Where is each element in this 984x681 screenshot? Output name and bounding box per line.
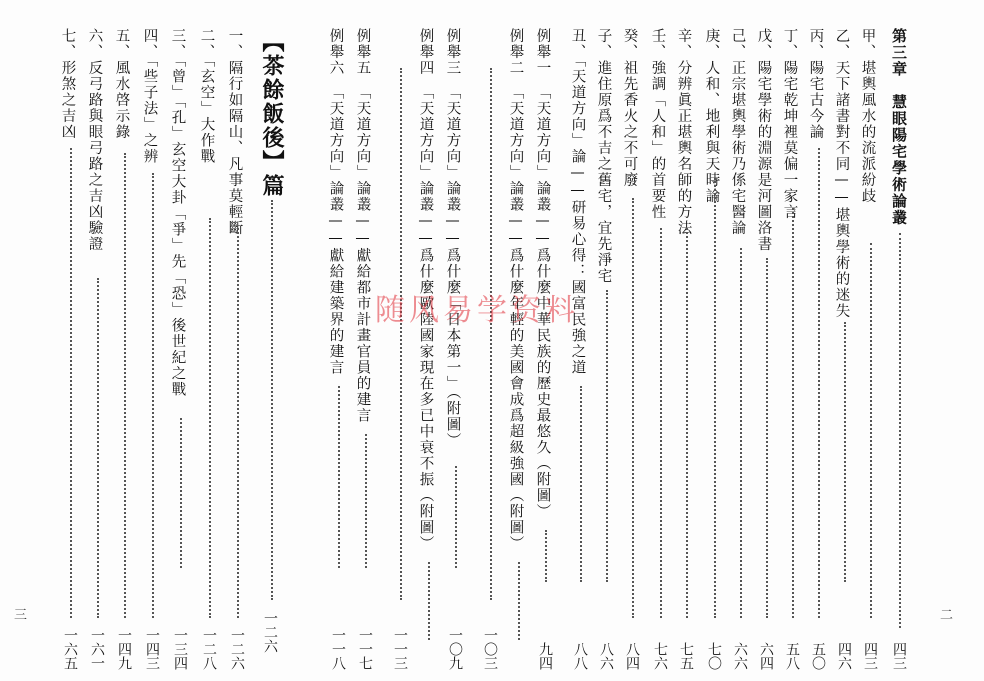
toc-entry bbox=[355, 28, 377, 670]
leader-dots bbox=[686, 228, 688, 618]
toc-entry bbox=[87, 28, 109, 670]
toc-entry-page: 一三四 bbox=[172, 628, 188, 670]
toc-entry-title: 例舉三 「天道方向」論叢——爲什麼「日本第一」（附圖） bbox=[444, 28, 461, 449]
toc-entry bbox=[418, 28, 440, 670]
toc-entry-title: 一、隔行如隔山、凡事莫輕斷 bbox=[226, 28, 243, 236]
leader-dots bbox=[152, 173, 154, 618]
leader-dots bbox=[124, 153, 126, 618]
leader-dots bbox=[518, 562, 520, 640]
leader-dots bbox=[180, 418, 182, 568]
toc-entry-page: 一二八 bbox=[201, 628, 217, 670]
section-page: 一二六 bbox=[262, 611, 278, 653]
toc-entry bbox=[704, 28, 726, 670]
leader-dots bbox=[70, 148, 72, 618]
toc-entry-page: 一一七 bbox=[357, 628, 373, 670]
toc-entry-title: 四、「些子法」之辨 bbox=[141, 28, 158, 165]
leader-dots bbox=[428, 562, 430, 640]
toc-entry bbox=[508, 28, 530, 670]
toc-entry-page: 九四 bbox=[537, 642, 553, 670]
toc-entry bbox=[860, 28, 882, 670]
toc-entry-page: 六四 bbox=[758, 642, 774, 670]
chapter-page: 四三 bbox=[891, 642, 907, 670]
toc-entry bbox=[570, 28, 592, 670]
toc-entry-title: 例舉五 「天道方向」論叢——獻給都市計畫官員的建言 bbox=[354, 28, 371, 424]
leader-dots bbox=[580, 386, 582, 582]
toc-entry-page: 五〇 bbox=[810, 642, 826, 670]
toc-entry-title: 甲、堪輿風水的流派紛歧 bbox=[859, 28, 876, 204]
toc-entry-title: 己、正宗堪輿學術乃係宅醫論 bbox=[729, 28, 746, 236]
leader-dots bbox=[490, 68, 492, 600]
toc-entry bbox=[834, 28, 856, 670]
watermark: 随风易学资料 bbox=[375, 293, 579, 328]
leader-dots bbox=[899, 233, 901, 628]
leader-dots bbox=[237, 228, 239, 618]
toc-entry bbox=[676, 28, 698, 670]
toc-entry-page: 四三 bbox=[862, 642, 878, 670]
leader-dots bbox=[400, 68, 402, 600]
toc-entry bbox=[730, 28, 752, 670]
toc-entry-page: 一〇九 bbox=[447, 628, 463, 670]
toc-entry-title: 癸、祖先香火之不可廢 bbox=[621, 28, 638, 188]
leader-dots bbox=[870, 243, 872, 618]
toc-entry-title: 例舉一 「天道方向」論叢——爲什麼中華民族的歷史最悠久（附圖） bbox=[534, 28, 551, 520]
leader-dots bbox=[545, 530, 547, 582]
toc-entry-page: 一一八 bbox=[330, 628, 346, 670]
leader-dots bbox=[209, 218, 211, 618]
toc-entry-title: 壬、強調「人和」的首要性 bbox=[649, 28, 666, 220]
toc-entry bbox=[480, 28, 502, 670]
toc-entry-page: 八八 bbox=[572, 642, 588, 670]
chapter-heading bbox=[888, 28, 912, 670]
toc-entry-title: 七、形煞之吉凶 bbox=[59, 28, 76, 140]
toc-entry-page: 六六 bbox=[732, 642, 748, 670]
toc-entry-title: 例舉四 「天道方向」論叢——爲什麼歐陸國家現在多已中衰不振（附圖） bbox=[417, 28, 434, 552]
leader-dots bbox=[455, 466, 457, 568]
toc-entry-page: 一一三 bbox=[392, 628, 408, 670]
toc-entry-page: 一〇三 bbox=[482, 628, 498, 670]
toc-entry-title: 丙、陽宅古今論 bbox=[807, 28, 824, 140]
toc-entry bbox=[60, 28, 82, 670]
leader-dots bbox=[606, 290, 608, 582]
toc-entry bbox=[199, 28, 221, 670]
toc-entry-title: 六、反弓路與眼弓路之吉凶驗證 bbox=[86, 28, 103, 252]
toc-entry-page: 一四三 bbox=[144, 628, 160, 670]
leader-dots bbox=[766, 258, 768, 618]
toc-entry-title: 五、風水啓示錄 bbox=[113, 28, 130, 140]
toc-entry-title: 戊、陽宅學術的淵源是河圖洛書 bbox=[755, 28, 772, 252]
toc-entry bbox=[390, 28, 412, 670]
toc-entry-title: 丁、陽宅乾坤裡莫偏一家言 bbox=[781, 28, 798, 220]
toc-entry bbox=[445, 28, 467, 670]
toc-entry-page: 一六五 bbox=[62, 628, 78, 670]
toc-entry-page: 四六 bbox=[836, 642, 852, 670]
leader-dots bbox=[632, 198, 634, 618]
toc-entry bbox=[170, 28, 192, 670]
toc-entry bbox=[227, 28, 249, 670]
toc-entry bbox=[114, 28, 136, 670]
toc-entry-page: 七〇 bbox=[706, 642, 722, 670]
toc-entry-page: 七六 bbox=[652, 642, 668, 670]
toc-entry bbox=[782, 28, 804, 670]
toc-entry-title: 例舉二 「天道方向」論叢——爲什麼年輕的美國會成爲超級強國（附圖） bbox=[507, 28, 524, 552]
leader-dots bbox=[365, 434, 367, 568]
toc-entry bbox=[142, 28, 164, 670]
toc-entry bbox=[596, 28, 618, 670]
toc-entry bbox=[756, 28, 778, 670]
toc-entry bbox=[808, 28, 830, 670]
leader-dots bbox=[844, 322, 846, 582]
toc-entry-page: 七五 bbox=[678, 642, 694, 670]
section-title: 【茶餘飯後】篇 bbox=[259, 30, 284, 198]
toc-entry-page: 一六一 bbox=[89, 628, 105, 670]
leader-dots bbox=[714, 178, 716, 618]
leader-dots bbox=[338, 386, 340, 568]
toc-entry-title: 辛、分辨眞正堪輿名師的方法 bbox=[675, 28, 692, 236]
toc-entry-title: 丑、「天道方向」論——研易心得：國富民強之道 bbox=[569, 28, 586, 376]
chapter-label: 第三章 bbox=[890, 28, 908, 78]
page-number-right: 二 bbox=[940, 608, 954, 623]
toc-entry bbox=[650, 28, 672, 670]
toc-entry-title: 例舉六 「天道方向」論叢——獻給建築界的建言 bbox=[327, 28, 344, 376]
toc-entry-title: 子、進住原爲不吉之舊宅，宜先淨宅 bbox=[595, 28, 612, 284]
toc-entry bbox=[535, 28, 557, 670]
toc-entry-title: 庚、人和、地利與天時論 bbox=[703, 28, 720, 204]
toc-entry-title: 三、「曾」「孔」玄空大卦「爭」先「恐」後世紀之戰 bbox=[169, 28, 186, 398]
leader-dots bbox=[818, 148, 820, 618]
toc-entry-page: 五八 bbox=[784, 642, 800, 670]
leader-dots bbox=[97, 278, 99, 618]
leader-dots bbox=[740, 248, 742, 618]
toc-entry bbox=[622, 28, 644, 670]
chapter-title: 慧眼陽宅學術論叢 bbox=[890, 94, 908, 226]
toc-entry-page: 一四九 bbox=[116, 628, 132, 670]
toc-entry-title: 二、「玄空」大作戰 bbox=[198, 28, 215, 165]
toc-entry bbox=[328, 28, 350, 670]
toc-entry-page: 八四 bbox=[624, 642, 640, 670]
toc-entry-title: 乙、天下諸書對不同——堪輿學術的迷失 bbox=[833, 28, 850, 319]
leader-dots bbox=[792, 208, 794, 618]
leader-dots bbox=[271, 200, 273, 600]
page-number-left: 三 bbox=[14, 608, 28, 623]
toc-entry-page: 一二六 bbox=[229, 628, 245, 670]
toc-entry-page: 八六 bbox=[598, 642, 614, 670]
leader-dots bbox=[660, 228, 662, 618]
